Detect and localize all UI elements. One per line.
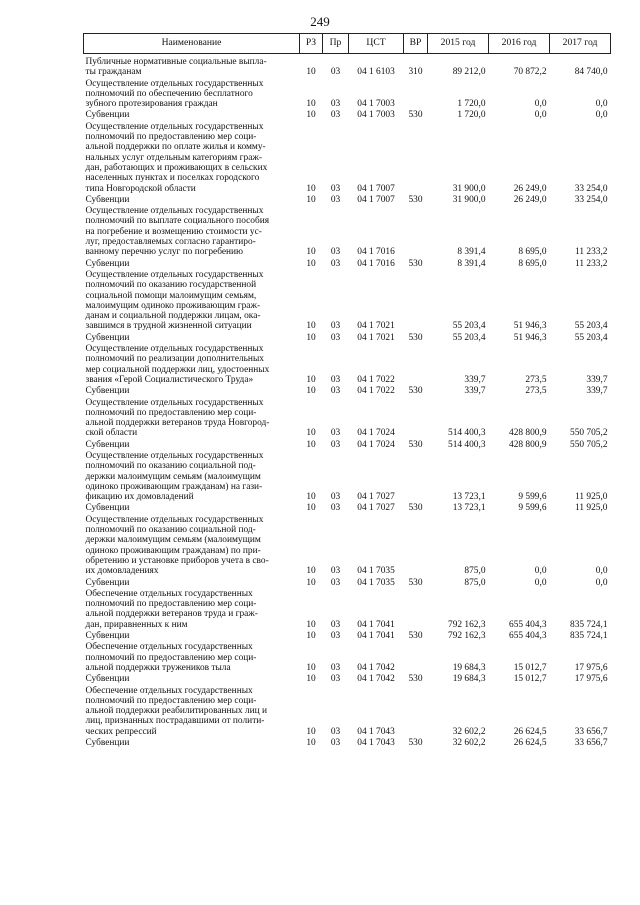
row-name-line: держки малоимущим семьям (малоимущим bbox=[85, 471, 261, 482]
row-vr bbox=[404, 397, 428, 439]
row-y2015: 1 720,0 bbox=[457, 99, 486, 110]
row-cst: 04 1 7007 bbox=[357, 194, 395, 205]
header-2017: 2017 год bbox=[550, 34, 611, 54]
row-name bbox=[84, 385, 300, 396]
row-vr bbox=[404, 343, 428, 385]
row-vr bbox=[404, 121, 428, 194]
row-name bbox=[84, 397, 300, 439]
row-name bbox=[84, 577, 300, 588]
row-vr: 530 bbox=[408, 332, 423, 343]
row-vr bbox=[404, 685, 428, 737]
row-pr: 03 bbox=[330, 321, 341, 332]
row-name bbox=[84, 332, 300, 343]
row-cst: 04 1 7021 bbox=[357, 321, 395, 332]
row-name-line: полномочий по оказанию социальной под- bbox=[85, 461, 256, 472]
row-y2016: 15 012,7 bbox=[513, 662, 547, 673]
row-rz: 10 bbox=[306, 503, 316, 514]
row-rz: 10 bbox=[306, 619, 316, 630]
row-cst: 04 1 7024 bbox=[357, 439, 395, 450]
row-cst: 04 1 6103 bbox=[357, 67, 395, 78]
row-name-line: нальных услуг отдельным категориям граж- bbox=[85, 152, 262, 163]
header-2016: 2016 год bbox=[489, 34, 550, 54]
row-y2017: 84 740,0 bbox=[574, 67, 608, 78]
row-y2015: 89 212,0 bbox=[452, 67, 486, 78]
row-y2017: 11 925,0 bbox=[575, 503, 608, 514]
row-rz: 10 bbox=[306, 67, 316, 78]
row-pr: 03 bbox=[330, 674, 341, 685]
row-name bbox=[84, 439, 300, 450]
header-pr: Пр bbox=[323, 34, 349, 54]
table-row bbox=[84, 577, 611, 588]
row-y2015: 31 900,0 bbox=[452, 183, 486, 194]
row-pr: 03 bbox=[330, 386, 341, 397]
row-vr: 530 bbox=[408, 194, 423, 205]
row-y2017: 835 724,1 bbox=[570, 631, 608, 642]
row-name-line: Осуществление отдельных государственных bbox=[85, 450, 264, 461]
row-name-line: мер социальной поддержки лиц, удостоенных bbox=[85, 364, 270, 375]
table-header-row bbox=[84, 34, 611, 54]
row-rz: 10 bbox=[306, 321, 316, 332]
row-name-line: Субвенции bbox=[85, 110, 130, 121]
row-pr: 03 bbox=[330, 258, 341, 269]
row-name-line: Субвенции bbox=[85, 386, 130, 397]
row-rz: 10 bbox=[306, 631, 316, 642]
row-name bbox=[84, 343, 300, 385]
row-pr: 03 bbox=[330, 183, 341, 194]
row-name-line: ты гражданам bbox=[85, 67, 142, 78]
row-name-line: типа Новгородской области bbox=[85, 183, 196, 194]
row-vr bbox=[404, 205, 428, 257]
row-name-line: альной поддержки ветеранов труда Новгород- bbox=[85, 418, 270, 429]
row-pr: 03 bbox=[330, 110, 341, 121]
row-name bbox=[84, 54, 300, 78]
budget-table bbox=[83, 33, 611, 748]
row-y2015: 514 400,3 bbox=[448, 439, 486, 450]
row-pr: 03 bbox=[330, 99, 341, 110]
row-name-line: ванному перечню услуг по погребению bbox=[85, 247, 244, 258]
table-row bbox=[84, 588, 611, 630]
row-vr bbox=[404, 450, 428, 502]
row-pr: 03 bbox=[330, 738, 341, 748]
row-name-line: Субвенции bbox=[85, 631, 130, 642]
row-name-line: полномочий по оказанию государственной bbox=[85, 280, 257, 291]
row-pr: 03 bbox=[330, 492, 341, 503]
table-row bbox=[84, 397, 611, 439]
row-cst: 04 1 7042 bbox=[357, 662, 395, 673]
row-y2015: 13 723,1 bbox=[452, 503, 486, 514]
row-rz: 10 bbox=[306, 332, 316, 343]
row-name-line: полномочий по реализации дополнительных bbox=[85, 354, 264, 365]
row-cst: 04 1 7021 bbox=[357, 332, 395, 343]
row-y2015: 339,7 bbox=[464, 386, 486, 397]
row-cst: 04 1 7022 bbox=[357, 386, 395, 397]
row-pr: 03 bbox=[330, 428, 341, 439]
row-name-line: социальной помощи малоимущим семьям, bbox=[85, 290, 257, 301]
row-name-line: Субвенции bbox=[85, 194, 130, 205]
row-name-line: Субвенции bbox=[85, 439, 130, 450]
row-name-line: полномочий по предоставлению мер соци- bbox=[85, 132, 257, 143]
row-name-line: одиноко проживающим гражданам) по при- bbox=[85, 545, 261, 556]
table-row bbox=[84, 109, 611, 120]
table-row bbox=[84, 514, 611, 577]
row-y2017: 550 705,2 bbox=[570, 428, 608, 439]
row-pr: 03 bbox=[330, 662, 341, 673]
row-name-line: Субвенции bbox=[85, 674, 130, 685]
row-cst: 04 1 7042 bbox=[357, 674, 395, 685]
row-y2016: 655 404,3 bbox=[509, 631, 547, 642]
row-name-line: Обеспечение отдельных государственных bbox=[85, 685, 253, 696]
table-row bbox=[84, 258, 611, 269]
row-name-line: одиноко проживающим гражданам) на гази- bbox=[85, 481, 263, 492]
row-y2016: 8 695,0 bbox=[518, 258, 547, 269]
row-y2016: 428 800,9 bbox=[509, 428, 547, 439]
row-vr: 530 bbox=[408, 503, 423, 514]
row-y2015: 32 602,2 bbox=[452, 726, 486, 737]
table-row bbox=[84, 332, 611, 343]
row-name bbox=[84, 205, 300, 257]
table-row bbox=[84, 78, 611, 110]
row-rz: 10 bbox=[306, 110, 316, 121]
row-pr: 03 bbox=[330, 631, 341, 642]
row-name bbox=[84, 737, 300, 748]
row-y2016: 70 872,2 bbox=[513, 67, 547, 78]
row-rz: 10 bbox=[306, 439, 316, 450]
row-rz: 10 bbox=[306, 726, 316, 737]
row-cst: 04 1 7041 bbox=[357, 619, 395, 630]
header-2015: 2015 год bbox=[428, 34, 489, 54]
row-y2015: 13 723,1 bbox=[452, 492, 486, 503]
row-cst: 04 1 7022 bbox=[357, 374, 395, 385]
row-name-line: Осуществление отдельных государственных bbox=[85, 121, 264, 132]
row-y2017: 11 233,2 bbox=[575, 258, 608, 269]
row-y2016: 26 624,5 bbox=[513, 726, 547, 737]
row-name-line: Осуществление отдельных государственных bbox=[85, 397, 264, 408]
row-name bbox=[84, 641, 300, 673]
row-y2016: 0,0 bbox=[534, 566, 547, 577]
row-y2017: 0,0 bbox=[595, 566, 608, 577]
row-vr bbox=[404, 78, 428, 110]
row-name-line: полномочий по выплате социального пособия bbox=[85, 216, 270, 227]
row-cst: 04 1 7027 bbox=[357, 492, 395, 503]
row-name-line: Осуществление отдельных государственных bbox=[85, 269, 264, 280]
page-number: 249 bbox=[310, 14, 330, 29]
row-y2016: 273,5 bbox=[525, 386, 547, 397]
row-vr bbox=[404, 641, 428, 673]
row-vr: 530 bbox=[408, 110, 423, 121]
row-rz: 10 bbox=[306, 258, 316, 269]
table-row bbox=[84, 737, 611, 748]
row-y2015: 875,0 bbox=[464, 566, 486, 577]
table-row bbox=[84, 439, 611, 450]
row-y2017: 17 975,6 bbox=[574, 662, 608, 673]
row-y2017: 55 203,4 bbox=[574, 321, 608, 332]
row-cst: 04 1 7024 bbox=[357, 428, 395, 439]
row-vr: 530 bbox=[408, 258, 423, 269]
row-rz: 10 bbox=[306, 374, 316, 385]
row-pr: 03 bbox=[330, 726, 341, 737]
row-vr: 530 bbox=[408, 674, 423, 685]
row-name-line: альной поддержки по оплате жилья и комму- bbox=[85, 142, 266, 153]
table-body bbox=[84, 54, 611, 749]
row-name-line: Публичные нормативные социальные выпла- bbox=[85, 57, 267, 67]
row-cst: 04 1 7043 bbox=[357, 738, 395, 748]
row-rz: 10 bbox=[306, 738, 316, 748]
row-y2015: 31 900,0 bbox=[452, 194, 486, 205]
row-y2017: 11 925,0 bbox=[575, 492, 608, 503]
row-pr: 03 bbox=[330, 332, 341, 343]
row-name-line: Субвенции bbox=[85, 577, 130, 588]
table-row bbox=[84, 54, 611, 78]
row-y2015: 1 720,0 bbox=[457, 110, 486, 121]
table-row bbox=[84, 502, 611, 513]
row-name-line: Обеспечение отдельных государственных bbox=[85, 588, 253, 599]
row-rz: 10 bbox=[306, 386, 316, 397]
row-y2017: 0,0 bbox=[595, 577, 608, 588]
row-name-line: полномочий по оказанию социальной под- bbox=[85, 525, 256, 536]
row-y2015: 8 391,4 bbox=[457, 247, 486, 258]
row-y2015: 8 391,4 bbox=[457, 258, 486, 269]
table-row bbox=[84, 630, 611, 641]
row-y2017: 339,7 bbox=[586, 374, 608, 385]
row-y2017: 17 975,6 bbox=[574, 674, 608, 685]
row-rz: 10 bbox=[306, 183, 316, 194]
row-pr: 03 bbox=[330, 566, 341, 577]
row-name-line: альной поддержки ветеранов труда и граж- bbox=[85, 609, 258, 620]
row-pr: 03 bbox=[330, 374, 341, 385]
row-rz: 10 bbox=[306, 566, 316, 577]
row-pr: 03 bbox=[330, 247, 341, 258]
row-vr bbox=[404, 514, 428, 577]
row-name bbox=[84, 630, 300, 641]
row-rz: 10 bbox=[306, 247, 316, 258]
row-name-line: данам и социальной поддержки лицам, ока- bbox=[85, 311, 261, 322]
row-y2016: 273,5 bbox=[525, 374, 547, 385]
header-name: Наименование bbox=[84, 34, 300, 54]
row-y2017: 33 254,0 bbox=[574, 183, 608, 194]
row-name-line: Субвенции bbox=[85, 332, 130, 343]
row-name-line: полномочий по предоставлению мер соци- bbox=[85, 652, 257, 663]
row-name-line: дан, приравненных к ним bbox=[85, 619, 188, 630]
row-y2017: 339,7 bbox=[586, 386, 608, 397]
row-y2017: 33 656,7 bbox=[574, 726, 608, 737]
row-cst: 04 1 7007 bbox=[357, 183, 395, 194]
row-y2016: 0,0 bbox=[534, 577, 547, 588]
table-row bbox=[84, 673, 611, 684]
row-name-line: дан, работающих и проживающих в сельских bbox=[85, 162, 268, 173]
row-name bbox=[84, 194, 300, 205]
row-y2016: 51 946,3 bbox=[513, 332, 547, 343]
row-y2016: 0,0 bbox=[534, 110, 547, 121]
row-y2016: 0,0 bbox=[534, 99, 547, 110]
row-y2017: 33 656,7 bbox=[574, 738, 608, 748]
row-name-line: Осуществление отдельных государственных bbox=[85, 78, 264, 89]
row-pr: 03 bbox=[330, 619, 341, 630]
row-y2017: 0,0 bbox=[595, 110, 608, 121]
row-name bbox=[84, 673, 300, 684]
row-pr: 03 bbox=[330, 503, 341, 514]
row-name-line: полномочий по предоставлению мер соци- bbox=[85, 695, 257, 706]
row-y2016: 9 599,6 bbox=[518, 492, 547, 503]
row-y2017: 11 233,2 bbox=[575, 247, 608, 258]
row-name-line: звания «Герой Социалистического Труда» bbox=[85, 374, 254, 385]
row-name bbox=[84, 109, 300, 120]
row-name bbox=[84, 269, 300, 332]
row-name-line: держки малоимущим семьям (малоимущим bbox=[85, 535, 261, 546]
table-row bbox=[84, 205, 611, 257]
row-name bbox=[84, 685, 300, 737]
row-pr: 03 bbox=[330, 439, 341, 450]
row-rz: 10 bbox=[306, 492, 316, 503]
row-vr: 530 bbox=[408, 577, 423, 588]
row-name-line: их домовладениях bbox=[85, 566, 159, 577]
row-name-line: обретению и установке приборов учета в сво- bbox=[85, 555, 269, 566]
row-y2016: 655 404,3 bbox=[509, 619, 547, 630]
row-y2016: 26 249,0 bbox=[513, 194, 547, 205]
row-cst: 04 1 7003 bbox=[357, 99, 395, 110]
row-vr: 530 bbox=[408, 386, 423, 397]
row-vr: 530 bbox=[408, 631, 423, 642]
row-vr: 530 bbox=[408, 738, 423, 748]
row-name-line: Субвенции bbox=[85, 503, 130, 514]
header-vr: ВР bbox=[404, 34, 428, 54]
row-rz: 10 bbox=[306, 194, 316, 205]
row-vr bbox=[404, 588, 428, 630]
row-name-line: зубного протезирования граждан bbox=[85, 99, 218, 110]
row-name-line: ской области bbox=[85, 428, 138, 439]
table-row bbox=[84, 641, 611, 673]
row-name-line: Обеспечение отдельных государственных bbox=[85, 642, 253, 653]
row-name-line: Субвенции bbox=[85, 258, 130, 269]
row-cst: 04 1 7016 bbox=[357, 247, 395, 258]
row-pr: 03 bbox=[330, 577, 341, 588]
row-name-line: фикацию их домовладений bbox=[85, 492, 194, 503]
row-name-line: альной поддержки реабилитированных лиц и bbox=[85, 706, 267, 717]
row-y2017: 550 705,2 bbox=[570, 439, 608, 450]
row-name bbox=[84, 514, 300, 577]
row-cst: 04 1 7027 bbox=[357, 503, 395, 514]
row-name bbox=[84, 502, 300, 513]
row-rz: 10 bbox=[306, 99, 316, 110]
row-name bbox=[84, 78, 300, 110]
row-y2015: 792 162,3 bbox=[448, 631, 486, 642]
row-pr: 03 bbox=[330, 67, 341, 78]
row-rz: 10 bbox=[306, 662, 316, 673]
row-y2016: 15 012,7 bbox=[513, 674, 547, 685]
header-rz: РЗ bbox=[300, 34, 323, 54]
row-y2016: 26 624,5 bbox=[513, 738, 547, 748]
row-name bbox=[84, 450, 300, 502]
row-y2017: 55 203,4 bbox=[574, 332, 608, 343]
row-name-line: луг, предоставляемых согласно гарантиро- bbox=[85, 237, 256, 248]
row-y2017: 835 724,1 bbox=[570, 619, 608, 630]
row-y2015: 55 203,4 bbox=[452, 332, 486, 343]
row-name-line: лиц, признанных пострадавшими от полити- bbox=[85, 716, 265, 727]
row-y2016: 9 599,6 bbox=[518, 503, 547, 514]
row-vr: 530 bbox=[408, 439, 423, 450]
row-vr: 310 bbox=[408, 67, 423, 78]
row-name-line: завшимся в трудной жизненной ситуации bbox=[85, 321, 252, 332]
row-y2016: 428 800,9 bbox=[509, 439, 547, 450]
row-name-line: Осуществление отдельных государственных bbox=[85, 514, 264, 525]
row-name-line: полномочий по предоставлению мер соци- bbox=[85, 599, 257, 610]
row-y2015: 32 602,2 bbox=[452, 738, 486, 748]
row-name-line: Субвенции bbox=[85, 738, 130, 748]
row-y2015: 875,0 bbox=[464, 577, 486, 588]
row-rz: 10 bbox=[306, 577, 316, 588]
table-row bbox=[84, 194, 611, 205]
row-y2016: 51 946,3 bbox=[513, 321, 547, 332]
row-cst: 04 1 7035 bbox=[357, 566, 395, 577]
row-y2015: 19 684,3 bbox=[452, 674, 486, 685]
row-y2015: 514 400,3 bbox=[448, 428, 486, 439]
table-row bbox=[84, 121, 611, 194]
row-y2017: 0,0 bbox=[595, 99, 608, 110]
row-rz: 10 bbox=[306, 428, 316, 439]
row-name-line: Осуществление отдельных государственных bbox=[85, 344, 264, 355]
row-name-line: малоимущим одиноко проживающим граж- bbox=[85, 300, 261, 311]
row-y2015: 792 162,3 bbox=[448, 619, 486, 630]
row-y2015: 339,7 bbox=[464, 374, 486, 385]
row-cst: 04 1 7041 bbox=[357, 631, 395, 642]
row-name-line: ческих репрессий bbox=[85, 726, 157, 737]
row-y2015: 55 203,4 bbox=[452, 321, 486, 332]
table-row bbox=[84, 685, 611, 737]
header-cst: ЦСТ bbox=[349, 34, 404, 54]
row-name-line: полномочий по обеспечению бесплатного bbox=[85, 88, 253, 99]
row-y2016: 8 695,0 bbox=[518, 247, 547, 258]
row-name-line: Осуществление отдельных государственных bbox=[85, 206, 264, 217]
table-row bbox=[84, 343, 611, 385]
table-row bbox=[84, 450, 611, 502]
row-name bbox=[84, 258, 300, 269]
row-cst: 04 1 7003 bbox=[357, 110, 395, 121]
table-row bbox=[84, 385, 611, 396]
row-vr bbox=[404, 269, 428, 332]
row-name-line: населенных пунктах и поселках городского bbox=[85, 173, 260, 184]
row-name-line: альной поддержки тружеников тыла bbox=[85, 662, 231, 673]
row-y2016: 26 249,0 bbox=[513, 183, 547, 194]
table-row bbox=[84, 269, 611, 332]
row-name-line: на погребение и возмещению стоимости ус- bbox=[85, 226, 262, 237]
row-y2015: 19 684,3 bbox=[452, 662, 486, 673]
row-name bbox=[84, 121, 300, 194]
row-name-line: полномочий по предоставлению мер соци- bbox=[85, 407, 257, 418]
row-rz: 10 bbox=[306, 674, 316, 685]
row-cst: 04 1 7016 bbox=[357, 258, 395, 269]
row-cst: 04 1 7043 bbox=[357, 726, 395, 737]
row-pr: 03 bbox=[330, 194, 341, 205]
row-y2017: 33 254,0 bbox=[574, 194, 608, 205]
row-cst: 04 1 7035 bbox=[357, 577, 395, 588]
row-name bbox=[84, 588, 300, 630]
